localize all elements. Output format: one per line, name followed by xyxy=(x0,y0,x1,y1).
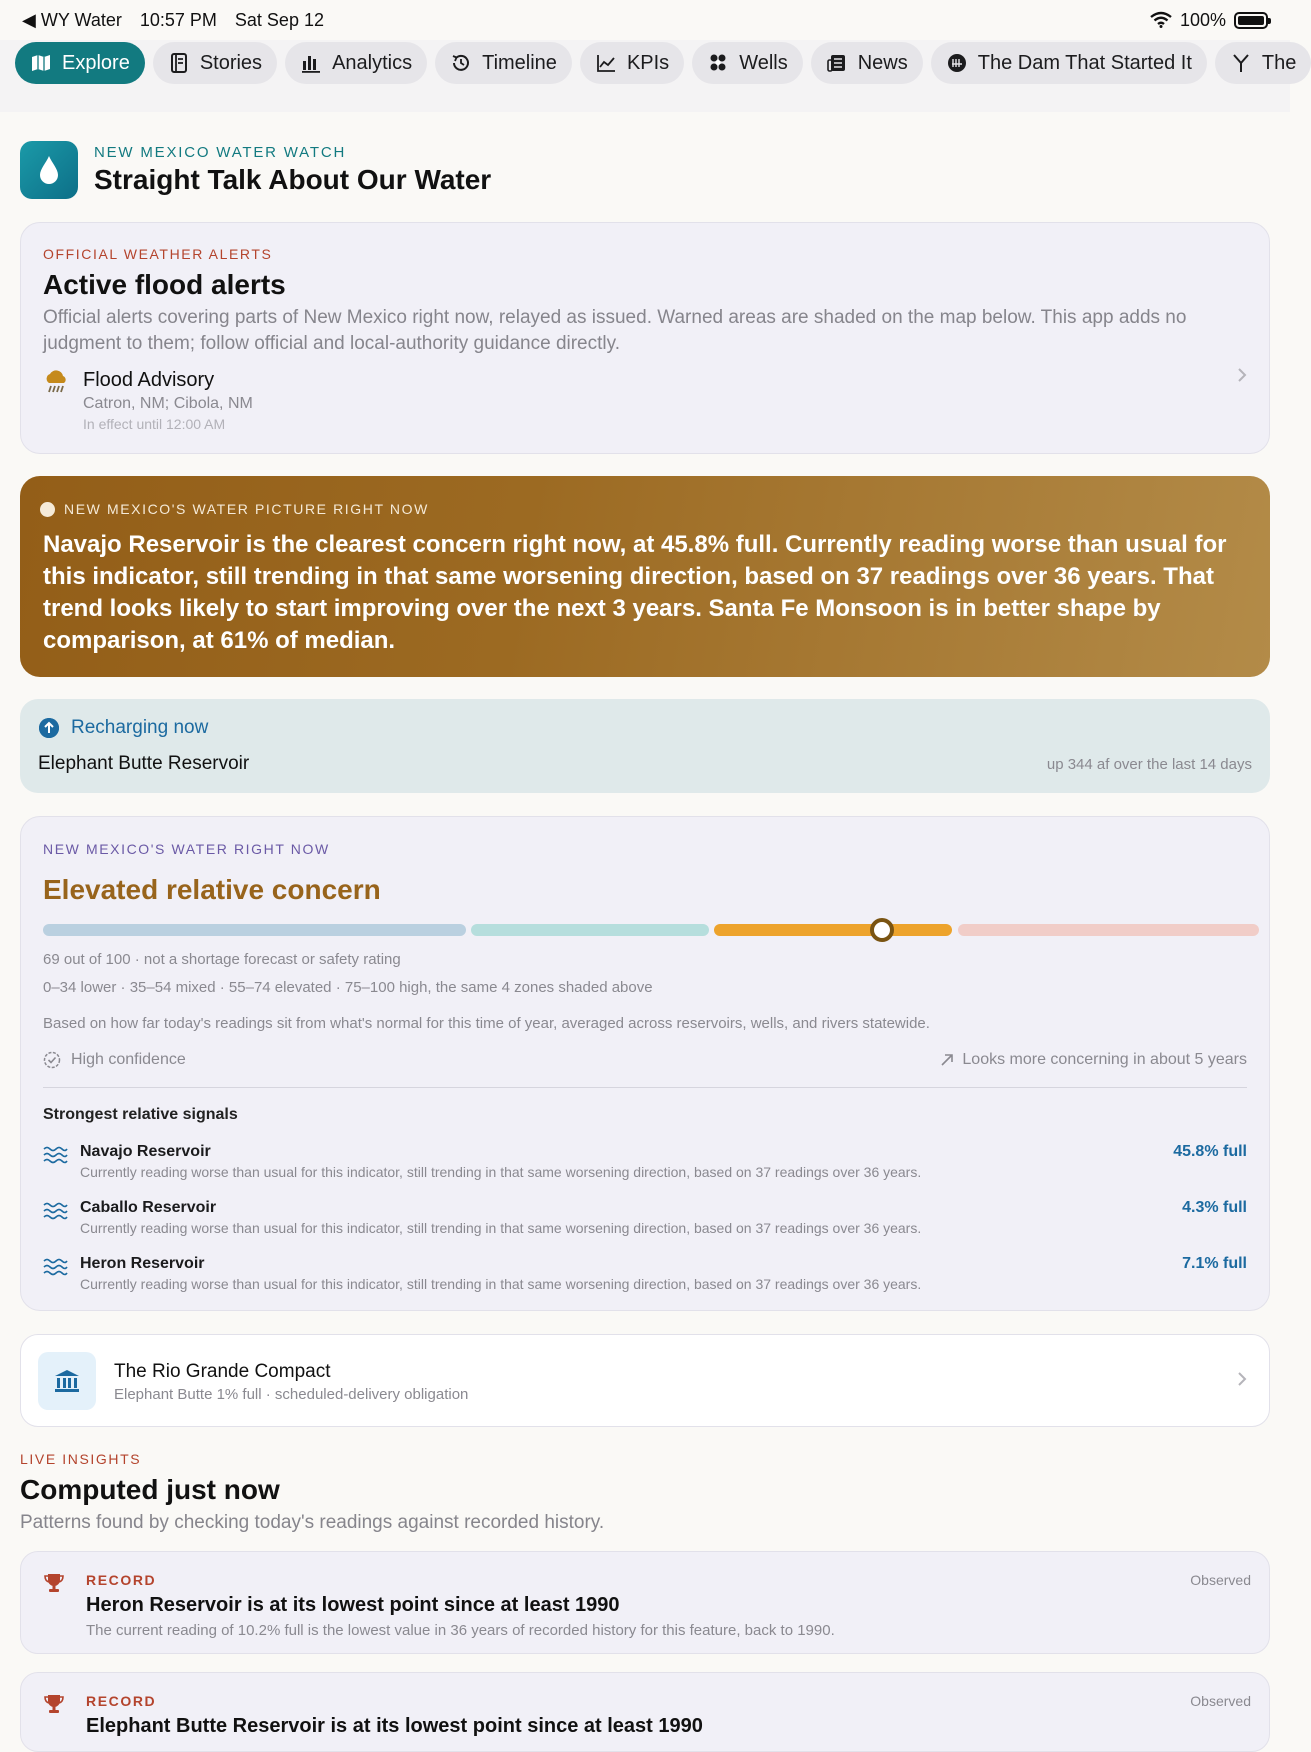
insight-sub: The current reading of 10.2% full is the lowest value in 36 years of recorded history for this feature, back to 1990. xyxy=(86,1622,835,1639)
tab-explore[interactable] xyxy=(15,42,145,84)
insight-kicker: RECORD xyxy=(86,1693,157,1709)
concern-card xyxy=(20,816,1270,1311)
tab-the[interactable] xyxy=(1215,42,1311,84)
signal-name: Navajo Reservoir xyxy=(80,1143,211,1160)
insight-title: Elephant Butte Reservoir is at its lowest point since at least 1990 xyxy=(86,1715,703,1737)
trophy-icon xyxy=(44,1693,64,1715)
wifi-icon xyxy=(1150,12,1172,28)
signals-heading: Strongest relative signals xyxy=(43,1106,238,1123)
book-icon xyxy=(168,52,190,74)
trend-row xyxy=(940,1051,1247,1069)
recharging-value: up 344 af over the last 14 days xyxy=(1046,756,1252,773)
hero-text: Navajo Reservoir is the clearest concern right now, at 45.8% full. Currently reading worse than usual for this indicator, still trending in that same worsening direction, based on 37 readings over 36 years. That trend looks likely to start improving over the next 3 years. Santa Fe Monsoon is in better shape by comparison, at 61% of median. xyxy=(43,531,1227,654)
water-waves-icon xyxy=(43,1146,67,1164)
signal-value: 45.8% full xyxy=(1173,1143,1247,1160)
status-time: 10:57 PM xyxy=(139,9,217,30)
alerts-body: Official alerts covering parts of New Mexico right now, relayed as issued. Warned areas are shaded on the map below. This app adds no judgment to them; follow official and local-authority guidance directly. xyxy=(43,307,1187,354)
insight-card[interactable] xyxy=(20,1551,1270,1654)
insight-card[interactable] xyxy=(20,1672,1270,1752)
fork-icon xyxy=(1230,52,1252,74)
concern-kicker: NEW MEXICO'S WATER RIGHT NOW xyxy=(43,841,330,857)
confidence-label: High confidence xyxy=(71,1051,186,1068)
tab-label: Analytics xyxy=(332,51,413,74)
compact-sub: Elephant Butte 1% full · scheduled-delivery obligation xyxy=(114,1386,469,1403)
recharging-card[interactable] xyxy=(20,699,1270,793)
water-waves-icon xyxy=(43,1202,67,1220)
back-to-app[interactable]: ◀ WY Water xyxy=(22,9,122,30)
status-bar xyxy=(0,0,1290,40)
tab-label: Stories xyxy=(199,51,263,74)
compact-title: The Rio Grande Compact xyxy=(114,1361,331,1382)
insight-status: Observed xyxy=(1190,1572,1251,1588)
tab-label: KPIs xyxy=(626,51,670,74)
rain-cloud-icon xyxy=(43,369,69,395)
top-tab-bar xyxy=(0,40,1297,112)
tab-label: The xyxy=(1261,51,1297,74)
alert-item-areas: Catron, NM; Cibola, NM xyxy=(83,395,253,412)
signal-row[interactable] xyxy=(43,1199,1247,1249)
insight-status: Observed xyxy=(1190,1693,1251,1709)
tab-label: Wells xyxy=(739,51,788,74)
insights-kicker: LIVE INSIGHTS xyxy=(20,1451,142,1467)
map-icon xyxy=(30,52,52,74)
tab-stories[interactable] xyxy=(153,42,277,84)
insight-title: Heron Reservoir is at its lowest point since at least 1990 xyxy=(86,1594,620,1616)
gauge-zone-3 xyxy=(714,924,952,936)
chevron-right-icon[interactable] xyxy=(1237,1371,1247,1387)
tab-label: Explore xyxy=(62,51,130,74)
alerts-kicker: OFFICIAL WEATHER ALERTS xyxy=(43,246,273,262)
divider xyxy=(43,1087,1247,1088)
gauge-zone-1 xyxy=(43,924,466,936)
chevron-right-icon[interactable] xyxy=(1237,367,1247,383)
line-chart-icon xyxy=(595,52,617,74)
page-title: Straight Talk About Our Water xyxy=(94,164,492,195)
alerts-title: Active flood alerts xyxy=(43,269,286,300)
battery-icon xyxy=(1234,12,1268,29)
alert-item-title[interactable]: Flood Advisory xyxy=(83,369,215,391)
tab-label: The Dam That Started It xyxy=(977,51,1192,74)
recharging-name: Elephant Butte Reservoir xyxy=(38,753,250,774)
tab-timeline[interactable] xyxy=(435,42,572,84)
tab-label: News xyxy=(857,51,908,74)
flood-alerts-card[interactable] xyxy=(20,222,1270,454)
signal-name: Heron Reservoir xyxy=(80,1255,205,1272)
dam-icon xyxy=(946,52,968,74)
concern-gauge xyxy=(43,923,1259,937)
signal-name: Caballo Reservoir xyxy=(80,1199,217,1216)
status-date: Sat Sep 12 xyxy=(234,9,324,30)
check-seal-icon xyxy=(43,1051,61,1069)
tab-label: Timeline xyxy=(482,51,557,74)
tab-kpis[interactable] xyxy=(580,42,684,84)
newspaper-icon xyxy=(826,52,848,74)
hero-kicker-row xyxy=(64,501,429,517)
water-waves-icon xyxy=(43,1258,67,1276)
tab-wells[interactable] xyxy=(692,42,803,84)
signal-desc: Currently reading worse than usual for this indicator, still trending in that same worsening direction, based on 37 readings over 36 years. xyxy=(80,1276,922,1292)
arrow-up-right-icon xyxy=(940,1053,954,1067)
gauge-zone-4 xyxy=(958,924,1260,936)
tab-news[interactable] xyxy=(811,42,923,84)
signal-desc: Currently reading worse than usual for this indicator, still trending in that same worsening direction, based on 37 readings over 36 years. xyxy=(80,1220,922,1236)
history-clock-icon xyxy=(450,52,472,74)
recharging-label: Recharging now xyxy=(71,717,209,738)
tab-the-dam-that-started-it[interactable] xyxy=(931,42,1207,84)
trophy-icon xyxy=(44,1572,64,1594)
building-columns-icon xyxy=(38,1352,96,1410)
signal-row[interactable] xyxy=(43,1255,1247,1305)
gauge-dot-icon xyxy=(40,502,55,517)
water-drop-app-icon xyxy=(20,141,78,199)
gauge-score-marker xyxy=(870,918,894,942)
app-eyebrow: NEW MEXICO WATER WATCH xyxy=(94,144,347,161)
confidence-row xyxy=(43,1051,186,1069)
trend-label: Looks more concerning in about 5 years xyxy=(962,1051,1247,1068)
bar-chart-icon xyxy=(300,52,322,74)
signal-row[interactable] xyxy=(43,1143,1247,1193)
battery-percent: 100% xyxy=(1179,9,1226,30)
signal-value: 4.3% full xyxy=(1182,1199,1247,1216)
hero-kicker: NEW MEXICO'S WATER PICTURE RIGHT NOW xyxy=(64,501,429,517)
water-picture-hero xyxy=(20,476,1270,677)
insights-sub: Patterns found by checking today's readings against recorded history. xyxy=(20,1512,605,1533)
signal-value: 7.1% full xyxy=(1182,1255,1247,1272)
tab-analytics[interactable] xyxy=(285,42,427,84)
alert-item-time: In effect until 12:00 AM xyxy=(83,416,226,432)
signal-desc: Currently reading worse than usual for this indicator, still trending in that same worsening direction, based on 37 readings over 36 years. xyxy=(80,1164,922,1180)
concern-zones-text: 0–34 lower · 35–54 mixed · 55–74 elevated · 75–100 high, the same 4 zones shaded above xyxy=(43,979,653,996)
concern-basis: Based on how far today's readings sit from what's normal for this time of year, averaged across reservoirs, wells, and rivers statewide. xyxy=(43,1015,930,1032)
concern-title: Elevated relative concern xyxy=(43,874,381,905)
wells-icon xyxy=(707,52,729,74)
insights-title: Computed just now xyxy=(20,1474,280,1505)
concern-score-text: 69 out of 100 · not a shortage forecast or safety rating xyxy=(43,951,401,968)
insight-kicker: RECORD xyxy=(86,1572,157,1588)
rio-grande-compact-card[interactable] xyxy=(20,1334,1270,1427)
arrow-up-circle-icon xyxy=(39,718,59,738)
gauge-zone-2 xyxy=(471,924,709,936)
